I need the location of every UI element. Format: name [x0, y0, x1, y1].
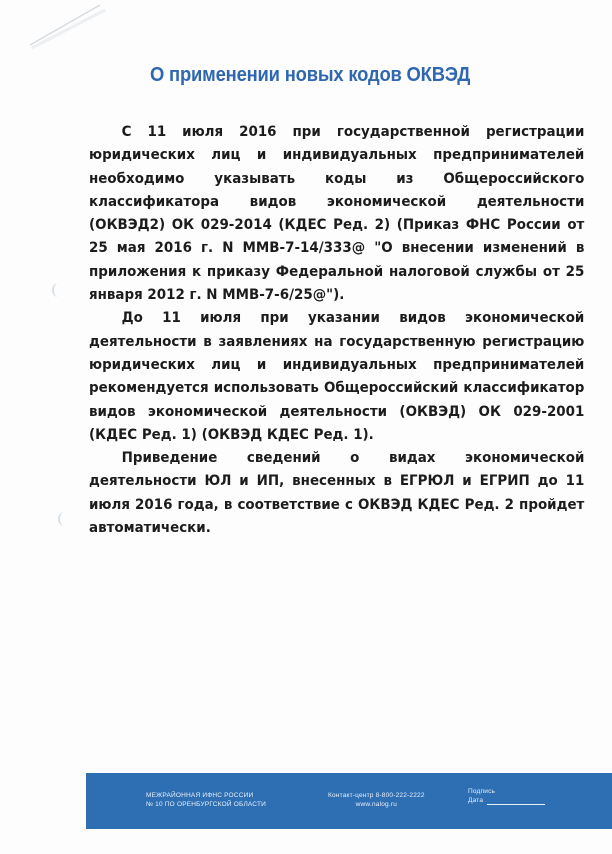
signature-label: Подпись	[468, 788, 496, 795]
scan-artifact	[58, 512, 70, 526]
page-fold-mark	[0, 0, 160, 60]
date-line	[487, 804, 545, 805]
paragraph: С 11 июля 2016 при государственной регистрации юридических лиц и индивидуальных предпринимателей необходимо указывать коды из Общероссийского классификатора видов экономической деятельности (ОКВЭД2) ОК 029-2014 (КДЕС Ред. 2) (Приказ ФНС России от 25 мая 2016 г. N ММВ-7-14/333@ "О внесении изменений в приложения к приказу Федеральной налоговой службы от 25 января 2012 г. N ММВ-7-6/25@").	[89, 124, 585, 304]
document-title: О применении новых кодов ОКВЭД	[150, 64, 471, 86]
contact-center-phone: Контакт-центр 8-800-222-2222	[328, 792, 425, 799]
scan-artifact	[52, 283, 64, 297]
paragraph: До 11 июля при указании видов экономической деятельности в заявлениях на государственную регистрацию юридических лиц и индивидуальных предпринимателей рекомендуется использовать Общероссийский классификатор видов экономической деятельности (ОКВЭД) ОК 029-2001 (КДЕС Ред. 1) (ОКВЭД КДЕС Ред. 1).	[89, 310, 585, 443]
org-name-line: МЕЖРАЙОННАЯ ИФНС РОССИИ	[146, 792, 254, 799]
footer-signature-block	[468, 787, 545, 805]
paragraph: Приведение сведений о видах экономической деятельности ЮЛ и ИП, внесенных в ЕГРЮЛ и ЕГРИП до 11 июля 2016 года, в соответствие с ОКВЭД КДЕС Ред. 2 пройдет автоматически.	[89, 450, 585, 537]
website-link: www.nalog.ru	[355, 801, 398, 808]
footer-organization	[146, 791, 266, 809]
date-field	[468, 796, 545, 805]
org-region-line: № 10 ПО ОРЕНБУРГСКОЙ ОБЛАСТИ	[146, 801, 267, 808]
footer-banner	[86, 773, 612, 829]
document-body	[89, 121, 585, 540]
footer-contacts	[328, 791, 425, 809]
date-label: Дата	[468, 797, 484, 804]
